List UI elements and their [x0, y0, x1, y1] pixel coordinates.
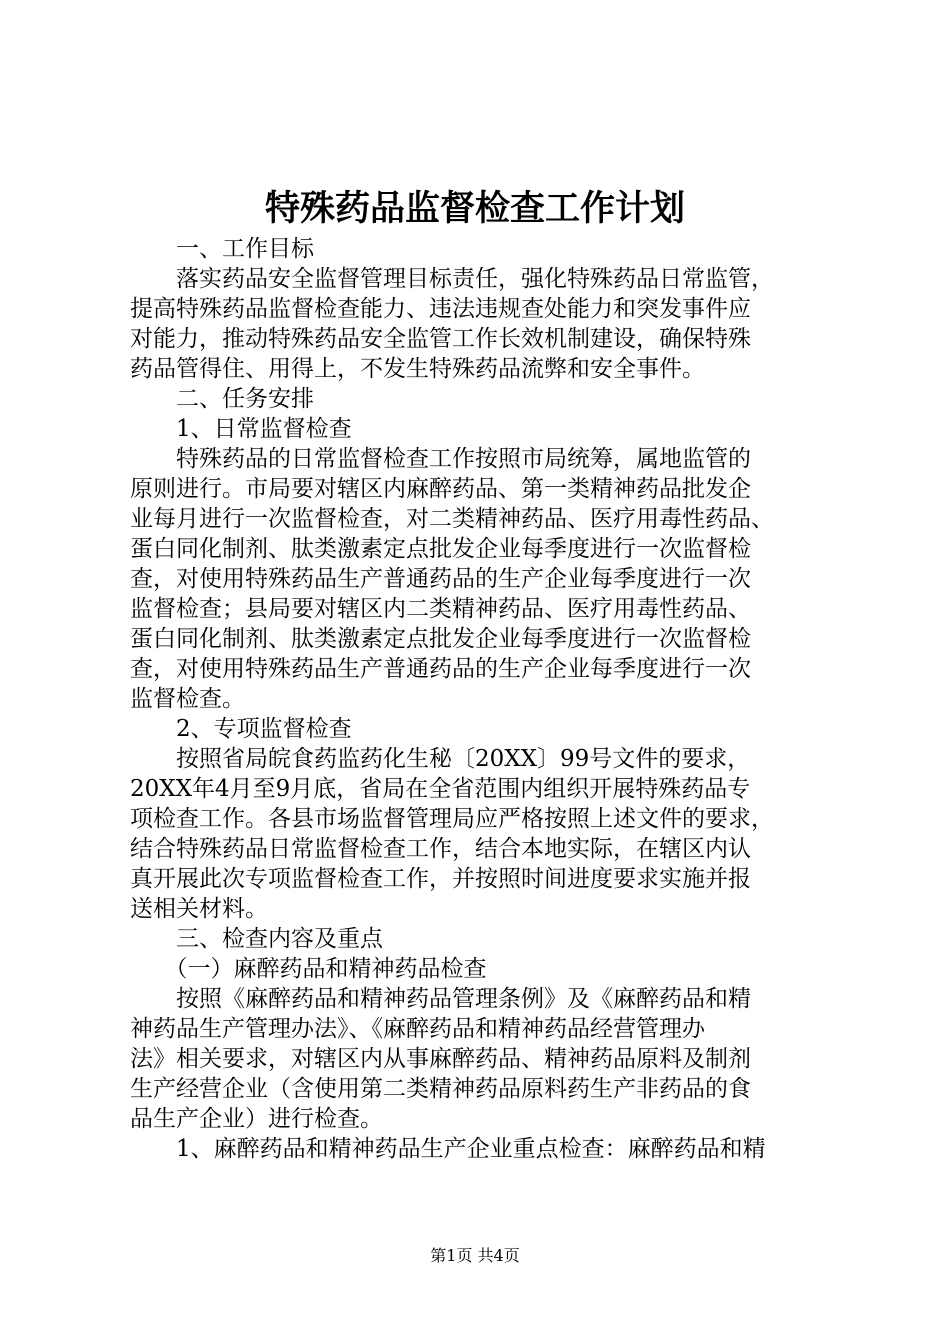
- paragraph-line: 监督检查；县局要对辖区内二类精神药品、医疗用毒性药品、: [130, 596, 751, 622]
- paragraph-line: 二、任务安排: [130, 386, 314, 412]
- paragraph-line: 法》相关要求，对辖区内从事麻醉药品、精神药品原料及制剂: [130, 1046, 751, 1072]
- paragraph-line: 监督检查。: [130, 686, 245, 712]
- document-title: 特殊药品监督检查工作计划: [264, 188, 685, 229]
- paragraph-line: 神药品生产管理办法》、《麻醉药品和精神药品经营管理办: [130, 1016, 705, 1042]
- paragraph-line: 业每月进行一次监督检查，对二类精神药品、医疗用毒性药品、: [130, 506, 774, 532]
- paragraph-line: 生产经营企业（含使用第二类精神药品原料药生产非药品的食: [130, 1076, 751, 1102]
- paragraph-line: 真开展此次专项监督检查工作，并按照时间进度要求实施并报: [130, 866, 751, 892]
- paragraph-line: 查，对使用特殊药品生产普通药品的生产企业每季度进行一次: [130, 656, 751, 682]
- document-body: [130, 234, 830, 1164]
- paragraph-line: 2、专项监督检查: [130, 716, 352, 742]
- paragraph-line: 药品管得住、用得上，不发生特殊药品流弊和安全事件。: [130, 356, 705, 382]
- paragraph-line: 对能力，推动特殊药品安全监管工作长效机制建设，确保特殊: [130, 326, 751, 352]
- paragraph-line: 1、日常监督检查: [130, 416, 352, 442]
- paragraph-line: 20XX年4月至9月底，省局在全省范围内组织开展特殊药品专: [130, 776, 751, 802]
- paragraph-line: 落实药品安全监督管理目标责任，强化特殊药品日常监管，: [130, 266, 774, 292]
- page-footer: 第1页 共4页: [430, 1246, 520, 1265]
- paragraph-line: 蛋白同化制剂、肽类激素定点批发企业每季度进行一次监督检: [130, 536, 751, 562]
- paragraph-line: 项检查工作。各县市场监督管理局应严格按照上述文件的要求，: [130, 806, 774, 832]
- paragraph-line: 按照省局皖食药监药化生秘〔20XX〕99号文件的要求，: [130, 746, 751, 772]
- paragraph-line: （一）麻醉药品和精神药品检查: [130, 956, 487, 982]
- paragraph-line: 特殊药品的日常监督检查工作按照市局统筹，属地监管的: [130, 446, 751, 472]
- paragraph-line: 按照《麻醉药品和精神药品管理条例》及《麻醉药品和精: [130, 986, 751, 1012]
- paragraph-line: 三、检查内容及重点: [130, 926, 383, 952]
- paragraph-line: 一、工作目标: [130, 236, 314, 262]
- paragraph-line: 提高特殊药品监督检查能力、违法违规查处能力和突发事件应: [130, 296, 751, 322]
- paragraph-line: 送相关材料。: [130, 896, 268, 922]
- paragraph-line: 蛋白同化制剂、肽类激素定点批发企业每季度进行一次监督检: [130, 626, 751, 652]
- paragraph-line: 查，对使用特殊药品生产普通药品的生产企业每季度进行一次: [130, 566, 751, 592]
- paragraph-line: 原则进行。市局要对辖区内麻醉药品、第一类精神药品批发企: [130, 476, 751, 502]
- paragraph-line: 结合特殊药品日常监督检查工作，结合本地实际，在辖区内认: [130, 836, 751, 862]
- paragraph-line: 品生产企业）进行检查。: [130, 1106, 383, 1132]
- paragraph-line: 1、麻醉药品和精神药品生产企业重点检查：麻醉药品和精: [130, 1136, 766, 1162]
